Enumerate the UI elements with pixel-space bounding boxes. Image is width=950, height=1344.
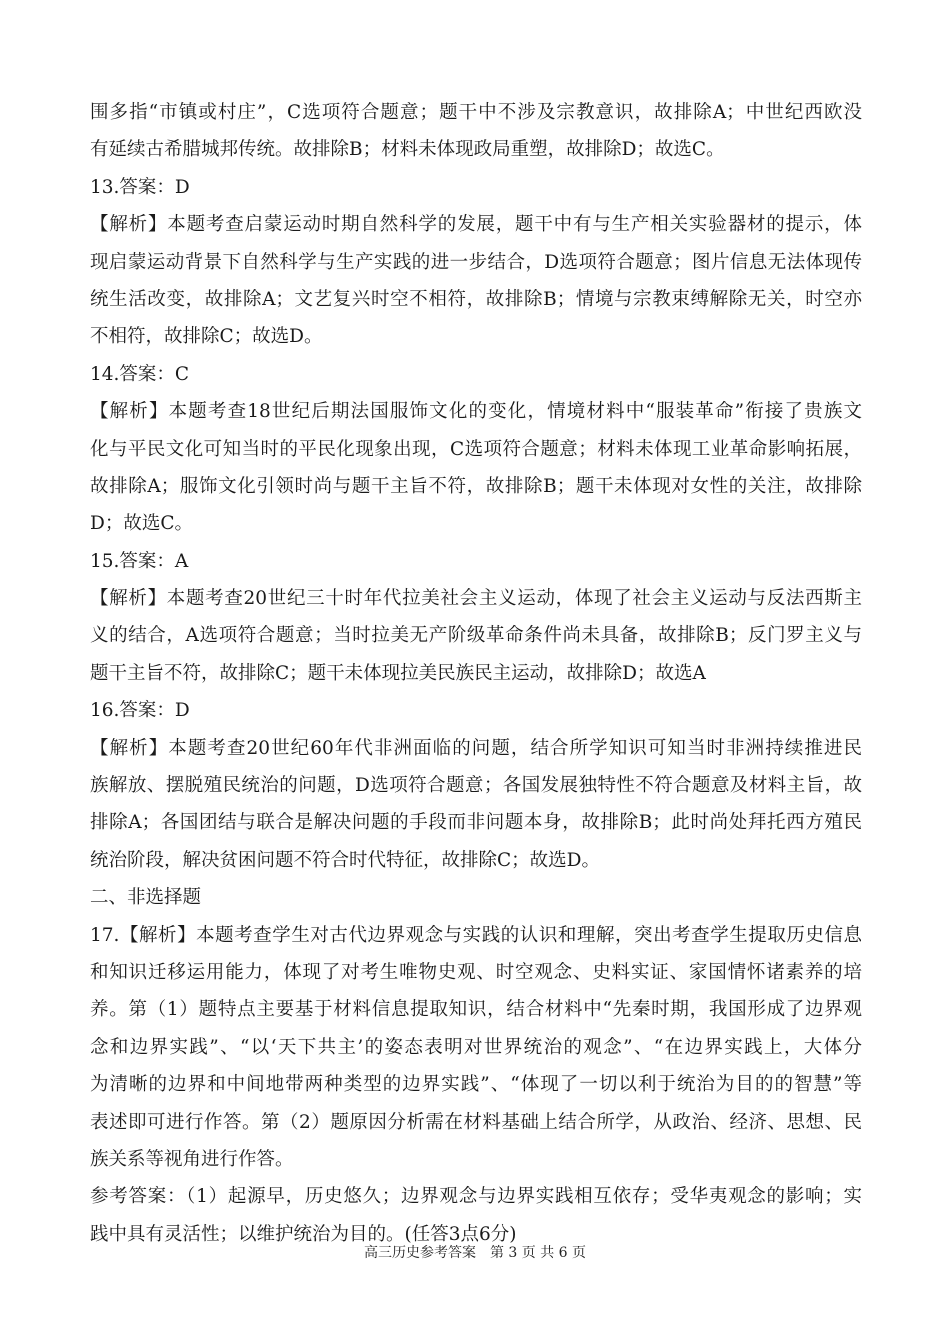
text-line: 统治阶段，解决贫困问题不符合时代特征，故排除C；故选D。 xyxy=(90,849,600,871)
text-line: 养。第（1）题特点主要基于材料信息提取知识，结合材料中“先秦时期，我国形成了边界观 xyxy=(90,999,862,1021)
text-line: 题干主旨不符，故排除C；题干未体现拉美民族民主运动，故排除D；故选A xyxy=(90,662,706,684)
text-line: 【解析】本题考查20世纪三十时年代拉美社会主义运动，体现了社会主义运动与反法西斯主 xyxy=(90,588,862,610)
text-line: 表述即可进行作答。第（2）题原因分析需在材料基础上结合所学，从政治、经济、思想、民 xyxy=(90,1111,862,1133)
text-line: 排除A；各国团结与联合是解决问题的手段而非问题本身，故排除B；此时尚处拜托西方殖民 xyxy=(90,812,862,834)
text-line: 族解放、摆脱殖民统治的问题，D选项符合题意；各国发展独特性不符合题意及材料主旨，故 xyxy=(90,775,862,797)
text-line: 13.答案：D xyxy=(90,176,190,198)
text-line: 统生活改变，故排除A；文艺复兴时空不相符，故排除B；情境与宗教束缚解除无关，时空亦 xyxy=(90,288,862,310)
text-line: 围多指“市镇或村庄”，C选项符合题意；题干中不涉及宗教意识，故排除A；中世纪西欧没 xyxy=(90,102,862,123)
text-line: 现启蒙运动背景下自然科学与生产实践的进一步结合，D选项符合题意；图片信息无法体现传 xyxy=(90,251,862,273)
text-line: 14.答案：C xyxy=(90,363,190,385)
text-line: 不相符，故排除C；故选D。 xyxy=(90,326,323,348)
text-line: 15.答案：A xyxy=(90,550,189,572)
text-line: 16.答案：D xyxy=(90,700,190,722)
text-line: 和知识迁移运用能力，体现了对考生唯物史观、时空观念、史料实证、家国情怀诸素养的培 xyxy=(90,961,862,983)
text-line: 【解析】本题考查20世纪60年代非洲面临的问题，结合所学知识可知当时非洲持续推进民 xyxy=(90,737,862,759)
text-line: 参考答案：（1）起源早，历史悠久；边界观念与边界实践相互依存；受华夷观念的影响；实 xyxy=(90,1186,862,1208)
text-line: 二、非选择题 xyxy=(90,887,202,909)
text-line: 念和边界实践”、“以‘天下共主’的姿态表明对世界统治的观念”、“在边界实践上，大体分 xyxy=(90,1036,862,1058)
text-line: 践中具有灵活性；以维护统治为目的。(任答3点6分) xyxy=(90,1223,517,1245)
text-line: 【解析】本题考查18世纪后期法国服饰文化的变化，情境材料中“服装革命”衔接了贵族文 xyxy=(90,401,862,423)
text-line: 有延续古希腊城邦传统。故排除B；材料未体现政局重塑，故排除D；故选C。 xyxy=(90,139,725,161)
page-footer: 高三历史参考答案 第 3 页 共 6 页 xyxy=(363,1245,587,1261)
text-line: 为清晰的边界和中间地带两种类型的边界实践”、“体现了一切以利于统治为目的的智慧”等 xyxy=(90,1074,862,1096)
text-line: 族关系等视角进行作答。 xyxy=(90,1148,294,1170)
text-line: 故排除A；服饰文化引领时尚与题干主旨不符，故排除B；题干未体现对女性的关注，故排除 xyxy=(90,475,862,497)
text-line: 义的结合，A选项符合题意；当时拉美无产阶级革命条件尚未具备，故排除B；反门罗主义与 xyxy=(90,625,862,647)
document-body xyxy=(90,94,862,1253)
text-line: 【解析】本题考查启蒙运动时期自然科学的发展，题干中有与生产相关实验器材的提示，体 xyxy=(90,214,862,236)
text-line: 17.【解析】本题考查学生对古代边界观念与实践的认识和理解，突出考查学生提取历史信息 xyxy=(90,924,862,946)
text-line: D；故选C。 xyxy=(90,513,193,535)
text-line: 化与平民文化可知当时的平民化现象出现，C选项符合题意；材料未体现工业革命影响拓展， xyxy=(90,438,862,460)
